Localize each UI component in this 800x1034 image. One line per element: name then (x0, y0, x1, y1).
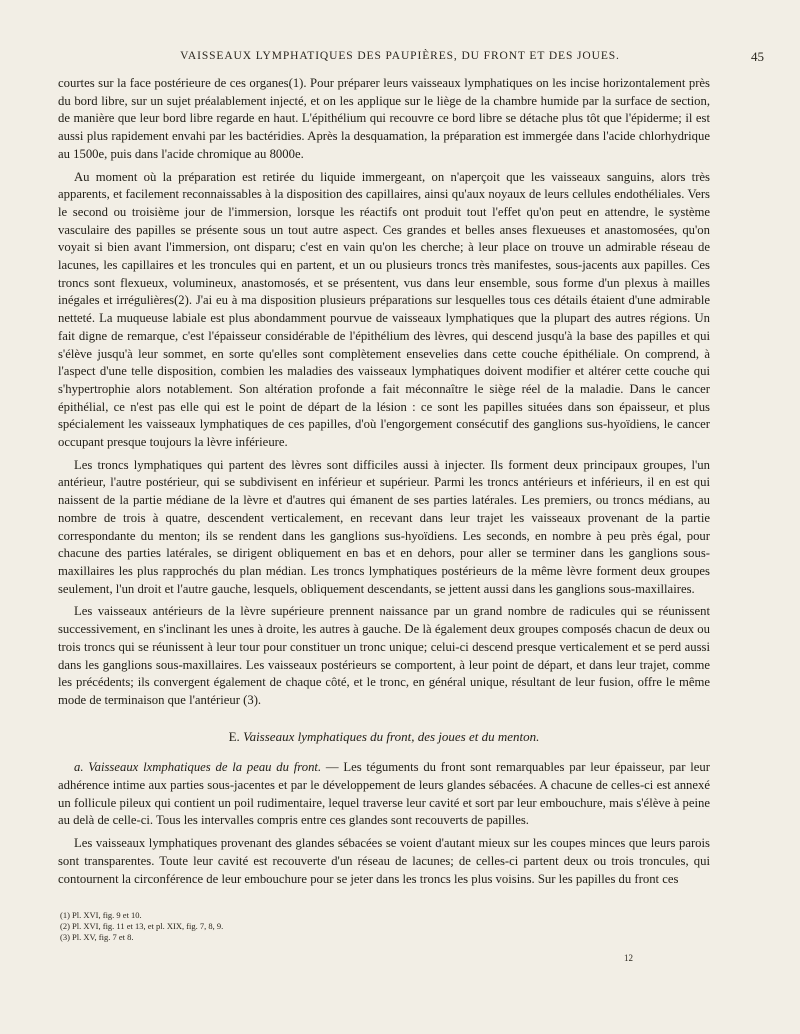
section-letter: E. (228, 728, 240, 744)
footnote: (2) Pl. XVI, fig. 11 et 13, et pl. XIX, fig. 7, 8, 9. (60, 921, 224, 931)
page-number: 45 (751, 49, 764, 64)
section-title: Vaisseaux lymphatiques du front, des joues et du menton. (243, 728, 540, 744)
printer-signature: 12 (624, 953, 633, 963)
section-heading (58, 728, 710, 746)
footnote: (1) Pl. XVI, fig. 9 et 10. (60, 910, 142, 920)
body-text (58, 75, 710, 893)
footnote: (3) Pl. XV, fig. 7 et 8. (60, 932, 134, 942)
paragraph (58, 759, 710, 830)
paragraph: Les troncs lymphatiques qui partent des lèvres sont difficiles aussi à injecter. Ils forment deux principaux groupes, l'un antérieur, l'autre postérieur, qui se subdivisent en inférieur et supérieur. Parmi les troncs antérieurs et inférieurs, il en est qui naissent de la partie médiane de la lèvre et d'autres qui émanent de ses parties latérales. Les premiers, ou troncs médians, au nombre de trois à quatre, descendent verticalement, en recevant dans leur trajet les vaisseaux provenant de la partie correspondante du menton; ils se rendent dans les ganglions sus-hyoïdiens. Les seconds, en nombre à peu près égal, pour chacune des parties latérales, se dirigent obliquement en bas et en dehors, pour aller se terminer dans les ganglions sous-maxillaires les plus rapprochés du plan médian. Les troncs lymphatiques postérieurs de la même lèvre forment deux groupes seulement, l'un droit et l'autre gauche, lesquels, obliquement descendants, se jettent aussi dans les ganglions sous-maxillaires. (58, 457, 710, 596)
running-title: VAISSEAUX LYMPHATIQUES DES PAUPIÈRES, DU FRONT ET DES JOUES. (180, 50, 620, 62)
subsection-lead: a. Vaisseaux lxmphatiques de la peau du front. (74, 760, 322, 775)
subsection-text: — Les téguments du front sont remarquables par leur épaisseur, par leur adhérence intime aux parties sous-jacentes et par le développement de leurs glandes sébacées. A chacune de celles-ci est annexé un follicule pileux qui contient un poil rudimentaire, lequel traverse leur cavité et sort par leur embouchure, mais s'élève à peine au delà de celle-ci. Tous les intervalles compris entre ces glandes sont recouverts de papilles. (58, 760, 710, 828)
paragraph: courtes sur la face postérieure de ces organes(1). Pour préparer leurs vaisseaux lymphatiques on les incise horizontalement près du bord libre, sur un sujet préalablement injecté, et on les applique sur le liège de la chambre humide par la surface de section, de manière que leur bord libre regarde en haut. L'épithélium qui recouvre ce bord libre se détache plus tôt que l'épiderme; il est aussi plus rapidement envahi par les bactéridies. Après la desquamation, la préparation est immergée dans l'acide chlorhydrique au 1500e, puis dans l'acide chromique au 8000e. (58, 76, 710, 161)
paragraph: Les vaisseaux lymphatiques provenant des glandes sébacées se voient d'autant mieux sur les coupes minces que leurs parois sont transparentes. Toute leur cavité est recouverte d'un réseau de lacunes; de celles-ci partent deux ou trois troncules, qui contournent la circonférence de leur embouchure pour se jeter dans les troncs les plus voisins. Sur les papilles du front ces (58, 836, 710, 886)
paragraph: Au moment où la préparation est retirée du liquide immergeant, on n'aperçoit que les vaisseaux sanguins, alors très apparents, et facilement reconnaissables à la disposition des capillaires, ainsi qu'aux noyaux de leurs cellules endothéliales. Vers le second ou troisième jour de l'immersion, lorsque les réactifs ont produit tout l'effet qu'on peut en attendre, le système vasculaire des papilles se présente sous un tout autre aspect. Ces grandes et belles anses flexueuses et anastomosées, qu'on voyait si bien avant l'immersion, ont disparu; c'est en vain qu'on les cherche; à leur place on trouve un admirable réseau de lacunes, les capillaires et les troncules qui en partent, et un ou plusieurs troncs très manifestes, sous-jacents aux papilles. Ces troncs sont flexueux, volumineux, anastomosés, et se présentent, vus dans leur ensemble, sous forme d'un plexus à mailles inégales et irrégulières(2). J'ai eu à ma disposition plusieurs préparations sur lesquelles tous ces détails étaient d'une admirable netteté. La muqueuse labiale est plus abondamment pourvue de vaisseaux lymphatiques que la plupart des autres régions. Un fait digne de remarque, c'est l'épaisseur considérable de l'épithélium des lèvres, qui descend jusqu'à la base des papilles et qui s'élève jusqu'à leur sommet, en sorte qu'elles sont complètement ensevelies dans cette couche épithéliale. On comprend, à l'aspect d'une telle disposition, combien les maladies des vaisseaux lymphatiques doivent modifier et altérer cette couche qui s'hypertrophie alors notablement. Son altération profonde a fait méconnaître le siège réel de la maladie. Dans le cancer épithélial, ce n'est pas elle qui est le point de départ de la lésion : ce sont les papilles situées dans son épaisseur, et plus spécialement les vaisseaux lymphatiques de ces papilles, d'où l'engorgement consécutif des ganglions sus-hyoïdiens, le cancer occupant presque toujours la lèvre inférieure. (58, 169, 710, 450)
footnotes (60, 910, 223, 943)
paragraph: Les vaisseaux antérieurs de la lèvre supérieure prennent naissance par un grand nombre de radicules qui se réunissent successivement, en s'inclinant les unes à droite, les autres à gauche. De là également deux groupes composés chacun de deux ou trois troncs qui se réunissent à leur tour pour constituer un tronc unique; celui-ci descend presque verticalement et se perd aussi dans les ganglions sous-maxillaires. Les vaisseaux postérieurs se comportent, à leur point de départ, et dans leur trajet, comme les précédents; ils convergent également de chaque côté, et le tronc, en général unique, résultant de leur fusion, offre le même mode de terminaison que l'antérieur (3). (58, 604, 710, 707)
